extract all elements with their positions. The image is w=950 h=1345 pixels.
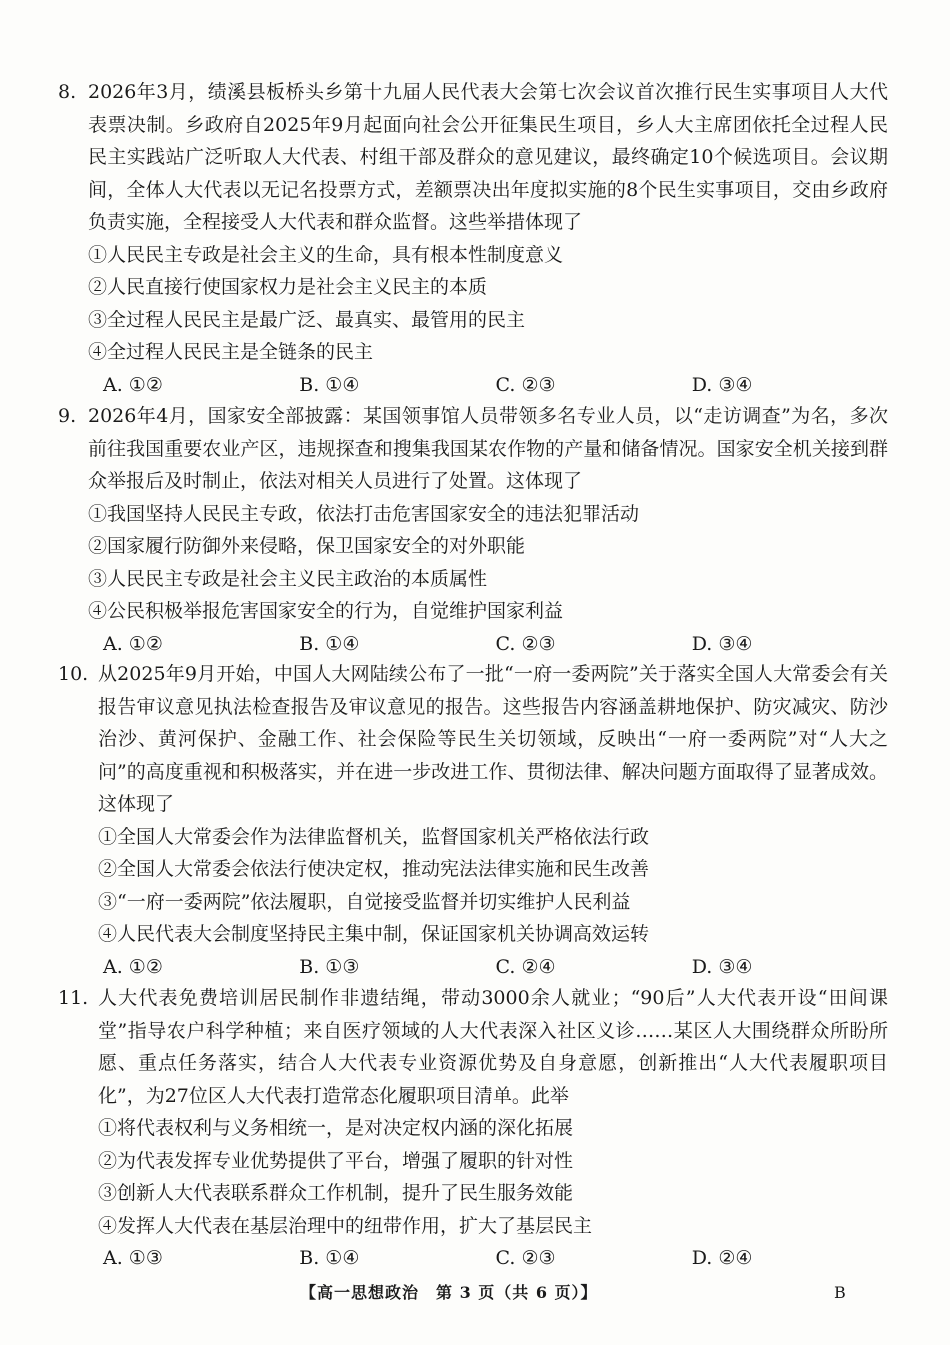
statement-3: ③人民民主专政是社会主义民主政治的本质属性 xyxy=(88,567,488,590)
question-number: 9. xyxy=(58,405,77,427)
answer-choices xyxy=(58,369,888,402)
answer-choices xyxy=(58,1242,888,1275)
choice-c: C. ②③ xyxy=(495,373,556,396)
statement-4: ④全过程人民民主是全链条的民主 xyxy=(88,341,374,363)
question-stem xyxy=(58,982,888,1112)
answer-choices xyxy=(58,951,888,984)
paper-version-code: B xyxy=(834,1283,846,1302)
choice-a: A. ①③ xyxy=(103,1247,163,1269)
statement-1: ①将代表权利与义务相统一，是对决定权内涵的深化拓展 xyxy=(98,1117,574,1139)
statement-3: ③创新人大代表联系群众工作机制，提升了民生服务效能 xyxy=(98,1182,574,1204)
choice-d: D. ③④ xyxy=(691,632,753,655)
choice-c: C. ②③ xyxy=(495,632,556,655)
choice-b: B. ①④ xyxy=(299,1247,360,1269)
statement-2: ②国家履行防御外来侵略，保卫国家安全的对外职能 xyxy=(88,535,526,557)
footer-page-info: 【高一思想政治 第 3 页（共 6 页）】 xyxy=(300,1283,598,1302)
statement-4: ④人民代表大会制度坚持民主集中制，保证国家机关协调高效运转 xyxy=(98,923,650,945)
choice-c: C. ②④ xyxy=(495,955,556,978)
statement-3: ③“一府一委两院”依法履职，自觉接受监督并切实维护人民利益 xyxy=(98,890,631,913)
question-text: 从2025年9月开始，中国人大网陆续公布了一批“一府一委两院”关于落实全国人大常委会有关报告审议意见执法检查报告及审议意见的报告。这些报告内容涵盖耕地保护、防灾减灾、防沙治沙、黄河保护、金融工作、社会保险等民生关切领域，反映出“一府一委两院”对“人大之问”的高度重视和积极落实，并在进一步改进工作、贯彻法律、解决问题方面取得了显著成效。这体现了 xyxy=(98,663,888,815)
question-stem xyxy=(58,400,888,498)
statement-1: ①全国人大常委会作为法律监督机关，监督国家机关严格依法行政 xyxy=(98,825,650,848)
statement-4: ④公民积极举报危害国家安全的行为，自觉维护国家利益 xyxy=(88,600,564,622)
statement-1: ①我国坚持人民民主专政，依法打击危害国家安全的违法犯罪活动 xyxy=(88,502,640,525)
choice-a: A. ①② xyxy=(103,955,163,978)
statement-2: ②为代表发挥专业优势提供了平台，增强了履职的针对性 xyxy=(98,1149,574,1172)
choice-a: A. ①② xyxy=(103,373,163,396)
question-number: 10. xyxy=(58,663,89,685)
question-text: 2026年4月，国家安全部披露：某国领事馆人员带领多名专业人员，以“走访调查”为名，多次前往我国重要农业产区，违规探查和搜集我国某农作物的产量和储备情况。国家安全机关接到群众举报后及时制止，依法对相关人员进行了处置。这体现了 xyxy=(88,405,888,492)
choice-b: B. ①③ xyxy=(299,955,360,978)
question-text: 2026年3月，绩溪县板桥头乡第十九届人民代表大会第七次会议首次推行民生实事项目人大代表票决制。乡政府自2025年9月起面向社会公开征集民生项目，乡人大主席团依托全过程人民民主实践站广泛听取人大代表、村组干部及群众的意见建议，最终确定10个候选项目。会议期间，全体人大代表以无记名投票方式，差额票决出年度拟实施的8个民生实事项目，交由乡政府负责实施，全程接受人大代表和群众监督。这些举措体现了 xyxy=(88,81,888,233)
question-stem xyxy=(58,76,888,239)
choice-b: B. ①④ xyxy=(299,632,360,655)
choice-a: A. ①② xyxy=(103,632,163,655)
page-footer xyxy=(0,1278,950,1308)
statement-4: ④发挥人大代表在基层治理中的纽带作用，扩大了基层民主 xyxy=(98,1214,593,1237)
question-stem xyxy=(58,658,888,821)
choice-c: C. ②③ xyxy=(495,1247,556,1269)
question-9 xyxy=(58,400,888,660)
choice-d: D. ③④ xyxy=(691,373,753,396)
question-8 xyxy=(58,76,888,401)
choice-b: B. ①④ xyxy=(299,373,360,396)
answer-choices xyxy=(58,628,888,661)
choice-d: D. ②④ xyxy=(691,1247,753,1269)
choice-d: D. ③④ xyxy=(691,955,753,978)
statement-1: ①人民民主专政是社会主义的生命，具有根本性制度意义 xyxy=(88,243,564,266)
question-10 xyxy=(58,658,888,983)
question-number: 11. xyxy=(58,987,89,1009)
statement-2: ②全国人大常委会依法行使决定权，推动宪法法律实施和民生改善 xyxy=(98,858,650,880)
question-text: 人大代表免费培训居民制作非遗结绳，带动3000余人就业；“90后”人大代表开设“田间课堂”指导农户科学种植；来自医疗领域的人大代表深入社区义诊……某区人大围绕群众所盼所愿、重点任务落实，结合人大代表专业资源优势及自身意愿，创新推出“人大代表履职项目化”，为27位区人大代表打造常态化履职项目清单。此举 xyxy=(98,987,888,1107)
question-number: 8. xyxy=(58,81,77,103)
statement-3: ③全过程人民民主是最广泛、最真实、最管用的民主 xyxy=(88,308,526,331)
statement-2: ②人民直接行使国家权力是社会主义民主的本质 xyxy=(88,276,488,298)
question-11 xyxy=(58,982,888,1275)
